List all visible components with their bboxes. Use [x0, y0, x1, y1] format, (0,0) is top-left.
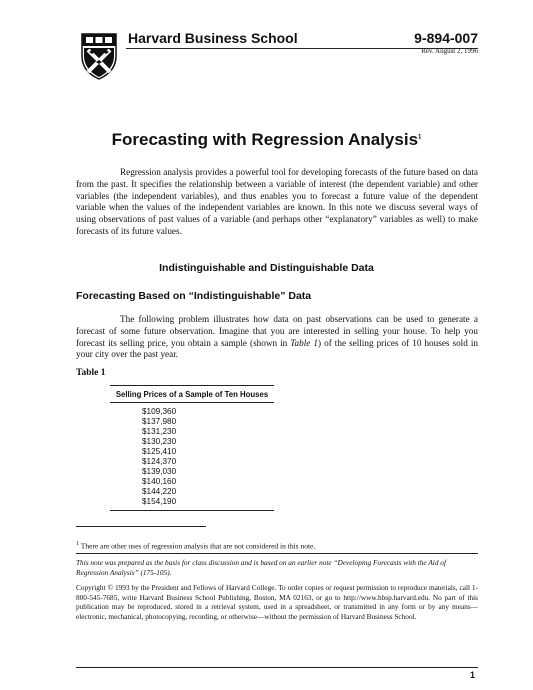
page-title: [0, 130, 533, 150]
title-text: Forecasting with Regression Analysis: [111, 130, 419, 149]
school-name: Harvard Business School: [128, 30, 298, 46]
para2-text-after: ) of the selling prices of 10 houses sold in your city over the past year.: [76, 337, 478, 360]
footer-rule: [76, 667, 478, 668]
table-values: [110, 403, 274, 510]
subsection-heading: Forecasting Based on “Indistinguishable” Data: [76, 290, 312, 302]
footnote-rule: [76, 526, 206, 527]
footnote: [76, 541, 315, 551]
body-paragraph: [76, 314, 478, 361]
preparation-note: This note was prepared as the basis for class discussion and is based on an earlier note “Developing Forecasts with the Aid of Regression Analysis” (175-105).: [76, 558, 446, 577]
table-row: $130,230: [142, 437, 177, 446]
footnote-mark: 1: [76, 541, 79, 547]
para2-text-before: The following problem illustrates how data on past observations can be used to generate a forecast of some future observation. Imagine that you are interested in selling your house. To help you forecast its selling price, you obtain a sample (shown in: [76, 314, 478, 348]
table-row: $109,360: [142, 407, 177, 416]
table-reference: Table 1: [290, 337, 319, 348]
price-table: [110, 385, 274, 511]
table-header: Selling Prices of a Sample of Ten Houses: [110, 385, 274, 403]
page-number: 1: [469, 670, 475, 680]
table-label: Table 1: [76, 368, 106, 378]
table-row: $125,410: [142, 447, 177, 456]
table-row: $124,370: [142, 457, 177, 466]
intro-paragraph: [76, 167, 478, 238]
hbs-shield-icon: [80, 32, 118, 80]
table-row: $131,230: [142, 427, 177, 436]
title-footnote-mark: 1: [418, 134, 422, 141]
table-row: $140,160: [142, 477, 177, 486]
revision-date: Rev. August 2, 1996: [421, 47, 478, 55]
footnote-text: There are other uses of regression analysis that are not considered in this note.: [80, 541, 316, 551]
table-bottom-rule: [110, 510, 274, 511]
copyright-notice: Copyright © 1993 by the President and Fellows of Harvard College. To order copies or request permission to reproduce materials, call 1-800-545-7685, write Harvard Business School Publishing, Boston, MA 02163, or go to http://www.hbsp.harvard.edu. No part of this publication may be reproduced, stored in a retrieval system, used in a spreadsheet, or transmitted in any form or by any means—electronic, mechanical, photocopying, recording, or otherwise—without the permission of Harvard Business School.: [76, 583, 478, 621]
intro-text: Regression analysis provides a powerful tool for developing forecasts of the future based on data from the past. It specifies the relationship between a variable of interest (the dependent variable) and other variables (the independent variables), and thus enables you to forecast a future value of the dependent variable when the values of the independent variables are known. In this note we discuss several ways of using observations of past values of a variable (and perhaps other “explanatory” variables as well) to make forecasts of its future values.: [76, 167, 478, 236]
header-rule: [126, 48, 478, 49]
table-row: $144,220: [142, 487, 177, 496]
document-number: 9-894-007: [414, 30, 478, 46]
table-row: $137,980: [142, 417, 177, 426]
section-heading: Indistinguishable and Distinguishable Data: [159, 262, 374, 274]
table-row: $154,190: [142, 497, 177, 506]
table-row: $139,030: [142, 467, 177, 476]
note-rule: [76, 553, 478, 554]
